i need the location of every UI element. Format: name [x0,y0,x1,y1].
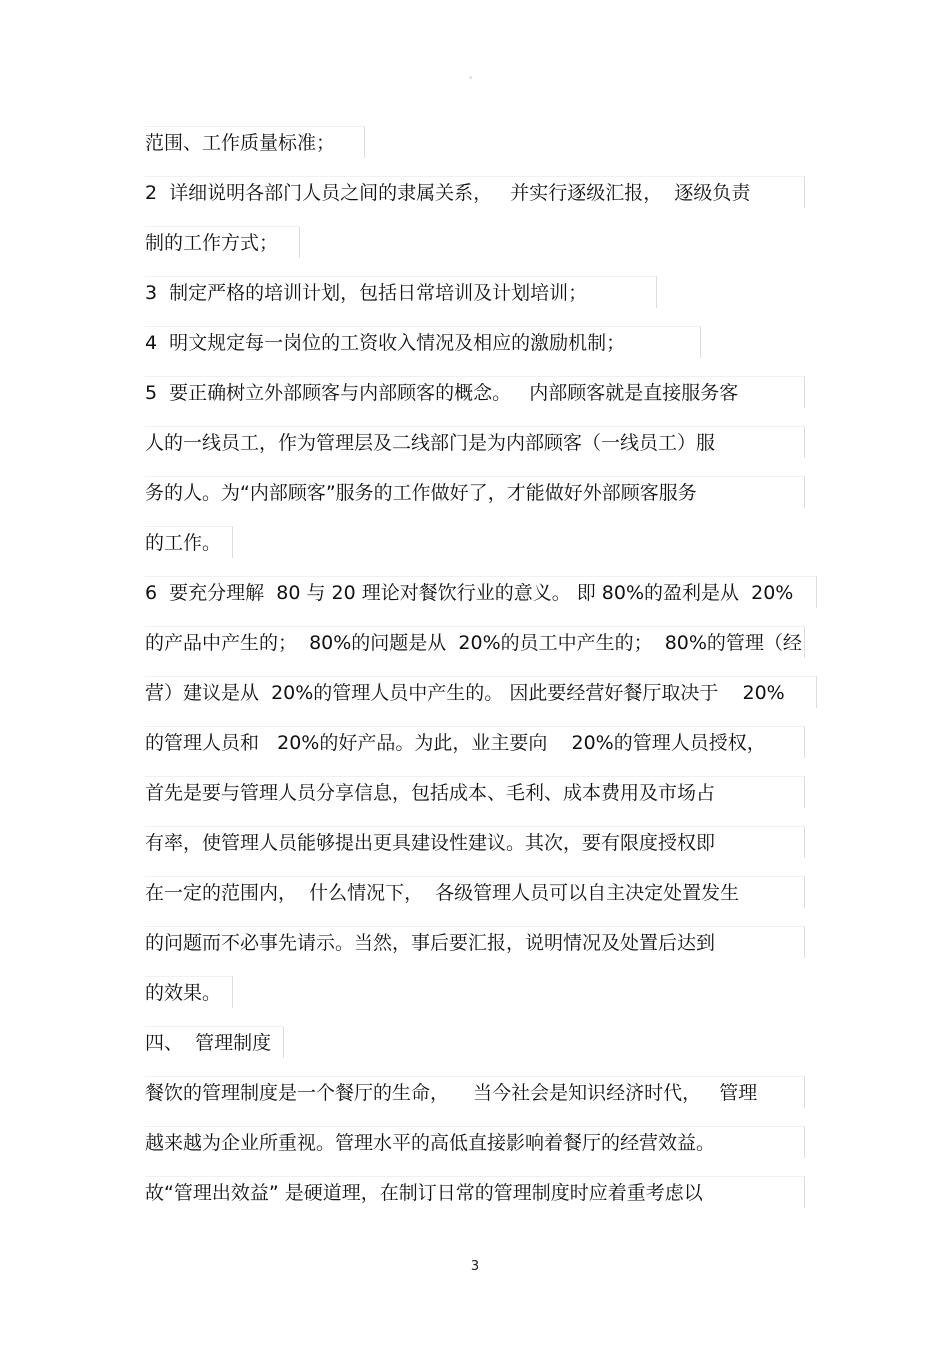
text-line: 的产品中产生的； 80%的问题是从 20%的员工中产生的； 80%的管理（经 [145,626,805,658]
text-line: 餐饮的管理制度是一个餐厅的生命， 当今社会是知识经济时代， 管理 [145,1076,805,1108]
text-line: 的管理人员和 20%的好产品。为此，业主要向 20%的管理人员授权， [145,726,805,758]
text-line: 范围、工作质量标准； [145,126,365,158]
text-line: 的效果。 [145,976,233,1008]
text-line: 3 制定严格的培训计划，包括日常培训及计划培训； [145,276,657,308]
text-line: 首先是要与管理人员分享信息，包括成本、毛利、成本费用及市场占 [145,776,805,808]
text-line: 有率，使管理人员能够提出更具建设性建议。其次，要有限度授权即 [145,826,805,858]
text-line: 务的人。为“内部顾客”服务的工作做好了，才能做好外部顾客服务 [145,476,805,508]
text-line: 2 详细说明各部门人员之间的隶属关系， 并实行逐级汇报， 逐级负责 [145,176,805,208]
text-line: 5 要正确树立外部顾客与内部顾客的概念。 内部顾客就是直接服务客 [145,376,805,408]
text-line: 4 明文规定每一岗位的工资收入情况及相应的激励机制； [145,326,701,358]
text-line: 制的工作方式； [145,226,300,258]
text-line: 6 要充分理解 80 与 20 理论对餐饮行业的意义。 即 80%的盈利是从 20% [145,576,817,608]
text-line: 的工作。 [145,526,233,558]
text-line: 故“管理出效益” 是硬道理，在制订日常的管理制度时应着重考虑以 [145,1176,805,1208]
section-heading: 四、 管理制度 [145,1026,284,1058]
text-line: 营）建议是从 20%的管理人员中产生的。 因此要经营好餐厅取决于 20% [145,676,817,708]
text-line: 人的一线员工，作为管理层及二线部门是为内部顾客（一线员工）服 [145,426,805,458]
text-line: 的问题而不必事先请示。当然，事后要汇报，说明情况及处置后达到 [145,926,805,958]
header-mark: 。 [469,71,479,81]
text-line: 越来越为企业所重视。管理水平的高低直接影响着餐厅的经营效益。 [145,1126,805,1158]
text-line: 在一定的范围内， 什么情况下， 各级管理人员可以自主决定处置发生 [145,876,805,908]
page-number: 3 [470,1259,480,1274]
